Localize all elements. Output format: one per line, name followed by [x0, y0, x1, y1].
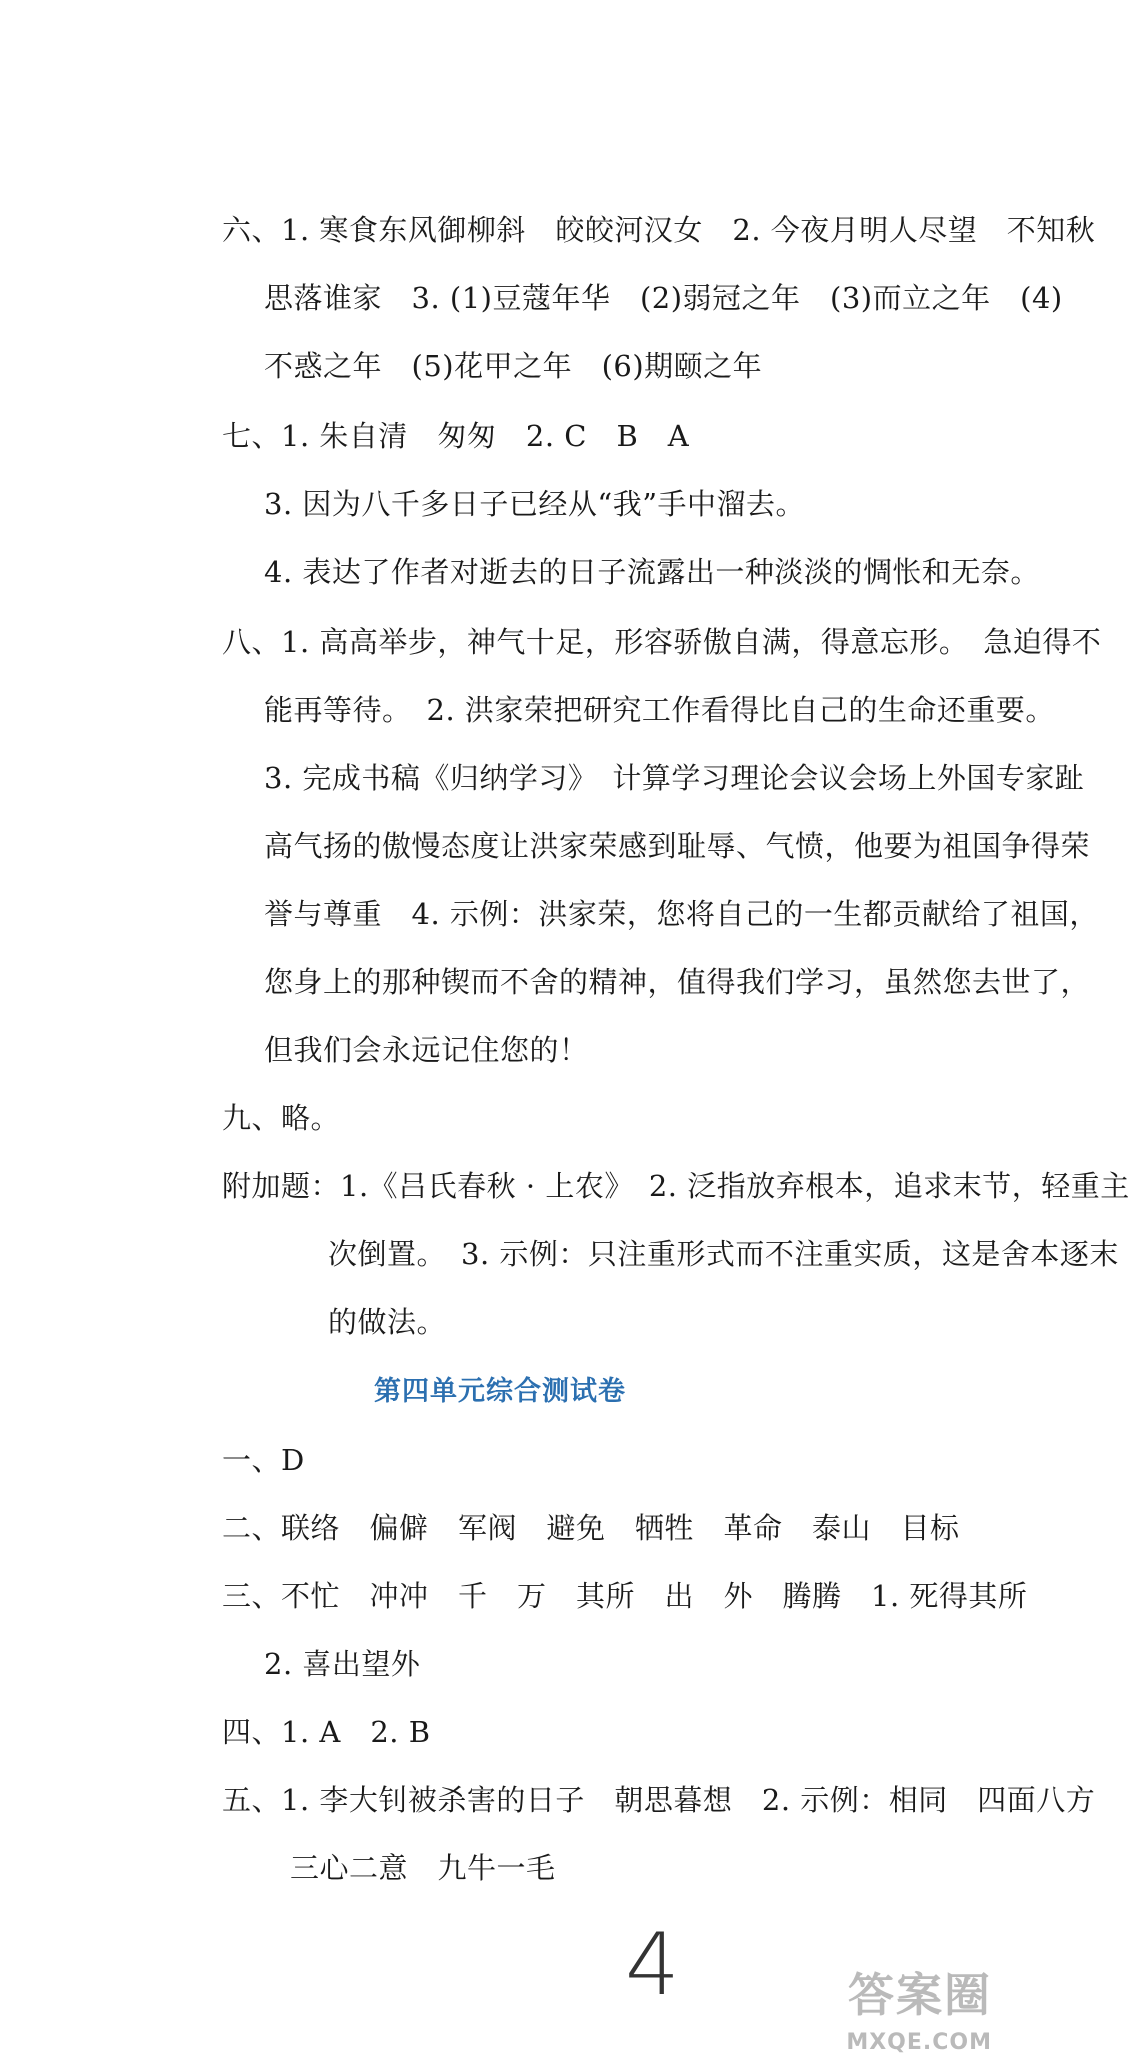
- answer-line: 誉与尊重 4. 示例：洪家荣，您将自己的一生都贡献给了祖国，: [264, 897, 1099, 931]
- answer-line: 高气扬的傲慢态度让洪家荣感到耻辱、气愤，他要为祖国争得荣: [264, 829, 1091, 863]
- answer-line: 但我们会永远记住您的！: [264, 1033, 589, 1067]
- answer-line: 四、1. A 2. B: [222, 1715, 431, 1749]
- answer-line: 思落谁家 3. (1)豆蔻年华 (2)弱冠之年 (3)而立之年 (4): [264, 281, 1063, 315]
- answer-line: 三、不忙 冲冲 千 万 其所 出 外 腾腾 1. 死得其所: [222, 1579, 1028, 1613]
- answer-line: 六、1. 寒食东风御柳斜 皎皎河汉女 2. 今夜月明人尽望 不知秋: [222, 213, 1096, 247]
- answer-line: 的做法。: [328, 1305, 447, 1339]
- answer-line: 附加题：1.《吕氏春秋 · 上农》 2. 泛指放弃根本，追求末节，轻重主: [222, 1169, 1130, 1203]
- answer-line: 2. 喜出望外: [264, 1647, 421, 1681]
- answer-line: 您身上的那种锲而不舍的精神，值得我们学习，虽然您去世了，: [264, 965, 1091, 999]
- answer-line: 三心二意 九牛一毛: [290, 1851, 556, 1885]
- answer-line: 一、D: [222, 1443, 305, 1477]
- answer-line: 不惑之年 (5)花甲之年 (6)期颐之年: [264, 349, 763, 383]
- answer-line: 五、1. 李大钊被杀害的日子 朝思暮想 2. 示例：相同 四面八方: [222, 1783, 1096, 1817]
- answer-line: 4. 表达了作者对逝去的日子流露出一种淡淡的惆怅和无奈。: [264, 555, 1040, 589]
- watermark-url: MXQE.COM: [846, 2030, 992, 2055]
- answer-line: 二、联络 偏僻 军阀 避免 牺牲 革命 泰山 目标: [222, 1511, 960, 1545]
- watermark-text: 答案圈: [848, 1968, 992, 2022]
- answer-line: 3. 完成书稿《归纳学习》 计算学习理论会议会场上外国专家趾: [264, 761, 1085, 795]
- handwritten-page-number: 4: [625, 1915, 680, 2015]
- answer-line: 九、略。: [222, 1101, 341, 1135]
- answer-line: 八、1. 高高举步，神气十足，形容骄傲自满，得意忘形。 急迫得不: [222, 625, 1102, 659]
- watermark-logo: [792, 1969, 992, 2055]
- answer-line: 七、1. 朱自清 匆匆 2. C B A: [222, 419, 690, 453]
- answer-line: 3. 因为八千多日子已经从“我”手中溜去。: [264, 487, 806, 521]
- section-title: 第四单元综合测试卷: [374, 1376, 626, 1407]
- answer-line: 能再等待。 2. 洪家荣把研究工作看得比自己的生命还重要。: [264, 693, 1055, 727]
- answer-line: 次倒置。 3. 示例：只注重形式而不注重实质，这是舍本逐末: [328, 1237, 1119, 1271]
